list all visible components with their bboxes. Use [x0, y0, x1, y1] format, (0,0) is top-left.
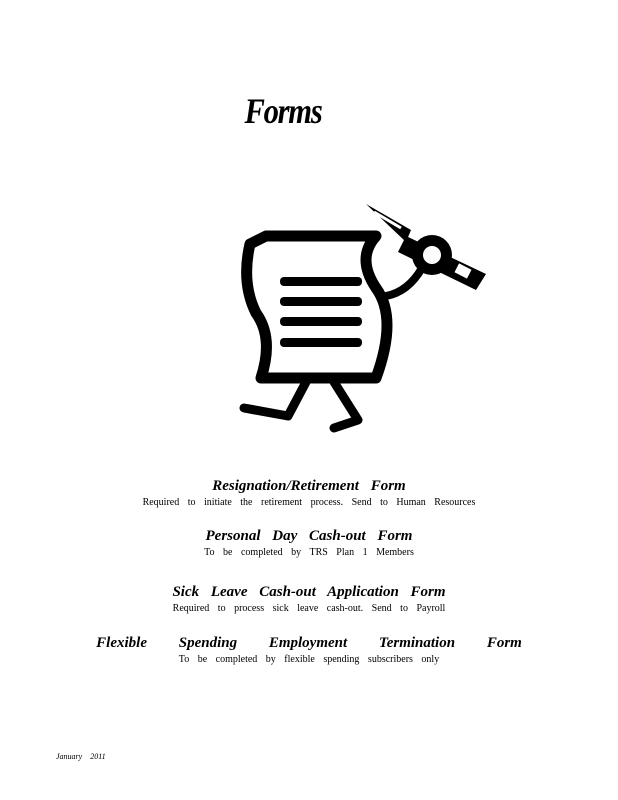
form-title: Personal Day Cash-out Form — [205, 528, 413, 544]
form-description: To be completed by flexible spending subscribers only — [178, 654, 440, 665]
form-entry-resignation-retirement — [0, 478, 618, 508]
form-entry-sick-leave-cash-out — [0, 584, 618, 614]
form-title: Resignation/Retirement Form — [212, 478, 406, 494]
page-title: Forms — [244, 91, 322, 131]
form-description: To be completed by TRS Plan 1 Members — [204, 547, 414, 558]
form-entry-flexible-spending-termination — [0, 635, 618, 665]
form-description: Required to process sick leave cash-out. Send to Payroll — [172, 603, 446, 614]
form-title: Flexible Spending Employment Termination Form — [96, 635, 522, 651]
form-title: Sick Leave Cash-out Application Form — [172, 584, 446, 600]
footer-date: January 2011 — [56, 752, 106, 761]
walking-document-with-pen-icon — [236, 198, 496, 438]
form-entry-personal-day-cash-out — [0, 528, 618, 558]
form-description: Required to initiate the retirement process. Send to Human Resources — [142, 497, 476, 508]
